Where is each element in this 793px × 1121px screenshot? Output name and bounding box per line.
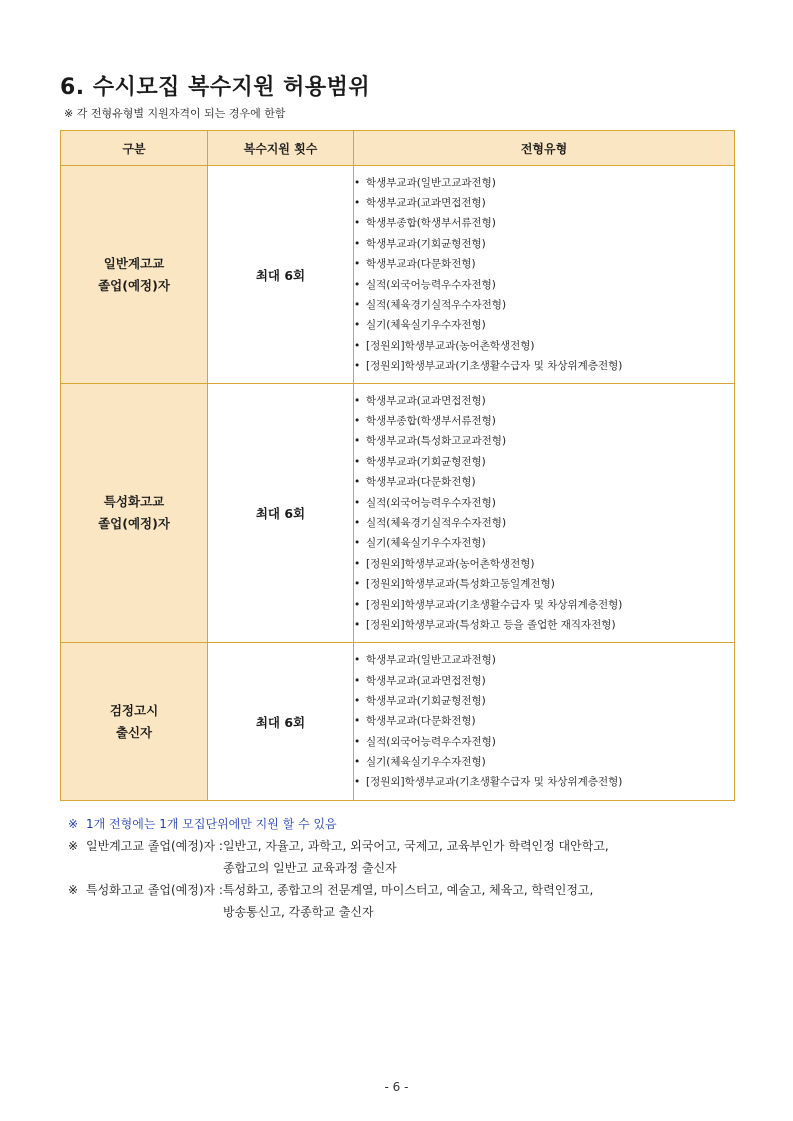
footnote-label: 일반계고교 졸업(예정)자 : bbox=[86, 839, 223, 853]
bullet-icon: • bbox=[354, 557, 361, 570]
track-type-label: 학생부교과(교과면접전형) bbox=[366, 394, 486, 407]
row-category bbox=[61, 166, 208, 384]
track-type-label: 학생부교과(기회균형전형) bbox=[366, 455, 486, 468]
footnote-one-per-track bbox=[68, 813, 609, 835]
scope-note: ※ 각 전형유형별 지원자격이 되는 경우에 한함 bbox=[64, 107, 286, 120]
category-line: 일반계고교 bbox=[103, 255, 165, 271]
row-category bbox=[61, 384, 208, 643]
list-item bbox=[354, 691, 734, 711]
track-type-label: 실기(체육실기우수자전형) bbox=[366, 537, 486, 550]
footnote-specialized-hs bbox=[68, 879, 609, 901]
category-line: 출신자 bbox=[115, 724, 153, 740]
list-item bbox=[354, 615, 734, 635]
track-type-label: 실기(체육실기우수자전형) bbox=[366, 319, 486, 332]
type-list bbox=[354, 650, 734, 793]
page-number: - 6 - bbox=[384, 1080, 409, 1094]
row-count: 최대 6회 bbox=[208, 643, 354, 801]
footnote-specialized-hs-cont bbox=[68, 901, 609, 923]
list-item bbox=[354, 752, 734, 772]
list-item bbox=[354, 472, 734, 492]
bullet-icon: • bbox=[354, 217, 361, 230]
bullet-icon: • bbox=[354, 394, 361, 407]
list-item bbox=[354, 315, 734, 335]
track-type-label: 실적(외국어능력우수자전형) bbox=[366, 278, 496, 291]
track-type-label: 학생부교과(다문화전형) bbox=[366, 715, 476, 728]
bullet-icon: • bbox=[354, 455, 361, 468]
list-item bbox=[354, 391, 734, 411]
list-item bbox=[354, 554, 734, 574]
bullet-icon: • bbox=[354, 196, 361, 209]
list-item bbox=[354, 772, 734, 792]
track-type-label: 실기(체육실기우수자전형) bbox=[366, 756, 486, 769]
footnote-text: 특성화고, 종합고의 전문계열, 마이스터고, 예술고, 체육고, 학력인정고, bbox=[222, 883, 594, 897]
footnote-text: 방송통신고, 각종학교 출신자 bbox=[223, 905, 374, 919]
track-type-label: 학생부교과(교과면접전형) bbox=[366, 196, 486, 209]
bullet-icon: • bbox=[354, 298, 361, 311]
table-row bbox=[61, 166, 735, 384]
track-type-label: 학생부종합(학생부서류전형) bbox=[366, 415, 496, 428]
row-types bbox=[354, 384, 735, 643]
bullet-icon: • bbox=[354, 537, 361, 550]
track-type-label: [정원외]학생부교과(기초생활수급자 및 차상위계층전형) bbox=[366, 360, 623, 373]
track-type-label: 학생부교과(기회균형전형) bbox=[366, 694, 486, 707]
list-item bbox=[354, 595, 734, 615]
bullet-icon: • bbox=[354, 237, 361, 250]
list-item bbox=[354, 295, 734, 315]
bullet-icon: • bbox=[354, 258, 361, 271]
track-type-label: 학생부교과(다문화전형) bbox=[366, 476, 476, 489]
table-header-row bbox=[61, 131, 735, 166]
bullet-icon: • bbox=[354, 674, 361, 687]
table-row bbox=[61, 384, 735, 643]
bullet-icon: • bbox=[354, 735, 361, 748]
bullet-icon: • bbox=[354, 776, 361, 789]
track-type-label: 학생부교과(기회균형전형) bbox=[366, 237, 486, 250]
header-category: 구분 bbox=[61, 131, 208, 166]
bullet-icon: • bbox=[354, 319, 361, 332]
track-type-label: 학생부교과(특성화고교과전형) bbox=[366, 435, 507, 448]
table-row bbox=[61, 643, 735, 801]
list-item bbox=[354, 336, 734, 356]
list-item bbox=[354, 452, 734, 472]
bullet-icon: • bbox=[354, 694, 361, 707]
list-item bbox=[354, 732, 734, 752]
footnote-text: 종합고의 일반고 교육과정 출신자 bbox=[223, 861, 397, 875]
track-type-label: [정원외]학생부교과(농어촌학생전형) bbox=[366, 557, 535, 570]
track-type-label: [정원외]학생부교과(기초생활수급자 및 차상위계층전형) bbox=[366, 776, 623, 789]
bullet-icon: • bbox=[354, 339, 361, 352]
footnote-text: 1개 전형에는 1개 모집단위에만 지원 할 수 있음 bbox=[86, 817, 337, 831]
row-category bbox=[61, 643, 208, 801]
list-item bbox=[354, 275, 734, 295]
bullet-icon: • bbox=[354, 476, 361, 489]
list-item bbox=[354, 213, 734, 233]
list-item bbox=[354, 711, 734, 731]
footnote-general-hs-cont bbox=[68, 857, 609, 879]
track-type-label: 학생부교과(다문화전형) bbox=[366, 258, 476, 271]
multiple-application-table bbox=[60, 130, 735, 801]
header-count: 복수지원 횟수 bbox=[208, 131, 354, 166]
bullet-icon: • bbox=[354, 654, 361, 667]
list-item bbox=[354, 493, 734, 513]
reference-mark: ※ bbox=[68, 817, 79, 831]
track-type-label: 실적(외국어능력우수자전형) bbox=[366, 496, 496, 509]
list-item bbox=[354, 193, 734, 213]
bullet-icon: • bbox=[354, 756, 361, 769]
list-item bbox=[354, 574, 734, 594]
type-list bbox=[354, 391, 734, 636]
track-type-label: [정원외]학생부교과(기초생활수급자 및 차상위계층전형) bbox=[366, 598, 623, 611]
track-type-label: [정원외]학생부교과(특성화고 등을 졸업한 재직자전형) bbox=[366, 618, 616, 631]
bullet-icon: • bbox=[354, 715, 361, 728]
footnote-general-hs bbox=[68, 835, 609, 857]
category-line: 졸업(예정)자 bbox=[98, 277, 170, 293]
bullet-icon: • bbox=[354, 360, 361, 373]
reference-mark: ※ bbox=[68, 883, 79, 897]
list-item bbox=[354, 173, 734, 193]
list-item bbox=[354, 431, 734, 451]
bullet-icon: • bbox=[354, 598, 361, 611]
footnote-text: 일반고, 자율고, 과학고, 외국어고, 국제고, 교육부인가 학력인정 대안학고, bbox=[222, 839, 609, 853]
track-type-label: 학생부교과(일반고교과전형) bbox=[366, 654, 496, 667]
row-types bbox=[354, 643, 735, 801]
page-title: 6. 수시모집 복수지원 허용범위 bbox=[60, 75, 371, 100]
list-item bbox=[354, 356, 734, 376]
bullet-icon: • bbox=[354, 278, 361, 291]
bullet-icon: • bbox=[354, 415, 361, 428]
track-type-label: 학생부교과(일반고교과전형) bbox=[366, 176, 496, 189]
track-type-label: 실적(체육경기실적우수자전형) bbox=[366, 517, 507, 529]
bullet-icon: • bbox=[354, 517, 361, 529]
track-type-label: 실적(체육경기실적우수자전형) bbox=[366, 298, 507, 311]
list-item bbox=[354, 650, 734, 670]
bullet-icon: • bbox=[354, 435, 361, 448]
type-list bbox=[354, 173, 734, 377]
row-count: 최대 6회 bbox=[208, 384, 354, 643]
list-item bbox=[354, 234, 734, 254]
track-type-label: [정원외]학생부교과(특성화고동일계전형) bbox=[366, 578, 555, 591]
track-type-label: 학생부교과(교과면접전형) bbox=[366, 674, 486, 687]
footnotes bbox=[68, 813, 609, 923]
footnote-label: 특성화고교 졸업(예정)자 : bbox=[86, 883, 223, 897]
list-item bbox=[354, 411, 734, 431]
reference-mark: ※ bbox=[68, 839, 79, 853]
list-item bbox=[354, 533, 734, 553]
list-item bbox=[354, 254, 734, 274]
category-line: 특성화고교 bbox=[103, 494, 165, 509]
bullet-icon: • bbox=[354, 578, 361, 591]
list-item bbox=[354, 513, 734, 533]
row-count: 최대 6회 bbox=[208, 166, 354, 384]
bullet-icon: • bbox=[354, 176, 361, 189]
row-types bbox=[354, 166, 735, 384]
bullet-icon: • bbox=[354, 496, 361, 509]
header-types: 전형유형 bbox=[354, 131, 735, 166]
list-item bbox=[354, 671, 734, 691]
category-line: 검정고시 bbox=[109, 702, 159, 718]
track-type-label: [정원외]학생부교과(농어촌학생전형) bbox=[366, 339, 535, 352]
bullet-icon: • bbox=[354, 618, 361, 631]
track-type-label: 실적(외국어능력우수자전형) bbox=[366, 735, 496, 748]
category-line: 졸업(예정)자 bbox=[98, 516, 170, 531]
track-type-label: 학생부종합(학생부서류전형) bbox=[366, 217, 496, 230]
